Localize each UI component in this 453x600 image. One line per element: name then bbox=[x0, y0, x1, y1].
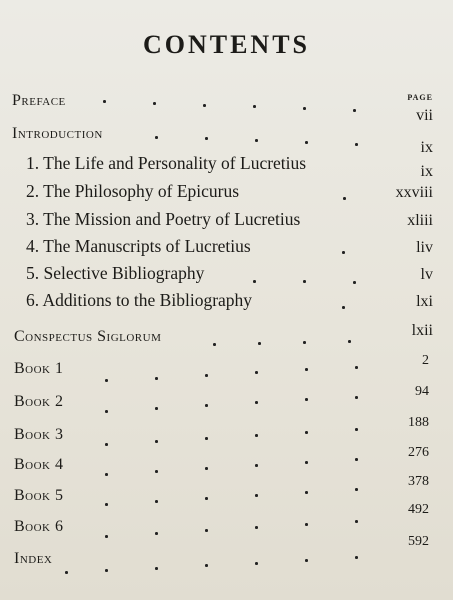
entry-label: Introduction bbox=[12, 125, 103, 142]
page-title: CONTENTS bbox=[142, 30, 311, 59]
entry-page: 378 bbox=[408, 474, 429, 489]
leader-dot bbox=[253, 105, 256, 108]
leader-dot bbox=[305, 431, 308, 434]
leader-dot bbox=[305, 559, 308, 562]
leader-dot bbox=[303, 280, 306, 283]
leader-dot bbox=[355, 556, 358, 559]
leader-dot bbox=[255, 464, 258, 467]
leader-dot bbox=[355, 488, 358, 491]
leader-dot bbox=[155, 377, 158, 380]
entry-label: Preface bbox=[12, 92, 66, 109]
leader-dot bbox=[305, 141, 308, 144]
leader-dot bbox=[253, 280, 256, 283]
leader-dot bbox=[255, 526, 258, 529]
leader-dot bbox=[353, 281, 356, 284]
toc-entry-book-4 bbox=[0, 445, 453, 480]
leader-dot bbox=[105, 443, 108, 446]
leader-dot bbox=[255, 139, 258, 142]
leader-dot bbox=[355, 520, 358, 523]
leader-dot bbox=[305, 368, 308, 371]
leader-dot bbox=[65, 571, 68, 574]
toc-entry-additions bbox=[0, 290, 453, 314]
toc-entry-book-1 bbox=[0, 353, 453, 384]
leader-dot bbox=[155, 500, 158, 503]
entry-label: Book 4 bbox=[14, 456, 64, 473]
leader-dot bbox=[205, 564, 208, 567]
entry-label: 5. Selective Bibliography bbox=[26, 263, 205, 283]
toc-entry-index bbox=[0, 534, 453, 574]
leader-dot bbox=[105, 569, 108, 572]
leader-dot bbox=[105, 473, 108, 476]
leader-dot bbox=[303, 107, 306, 110]
leader-dot bbox=[105, 535, 108, 538]
leader-dot bbox=[305, 523, 308, 526]
leader-dot bbox=[355, 396, 358, 399]
leader-dot bbox=[205, 497, 208, 500]
leader-dot bbox=[355, 143, 358, 146]
leader-dot bbox=[305, 491, 308, 494]
leader-dot bbox=[205, 374, 208, 377]
entry-label: Conspectus Siglorum bbox=[14, 328, 162, 345]
toc-entry-philosophy bbox=[0, 181, 453, 205]
leader-dot bbox=[155, 440, 158, 443]
toc-entry-bibliography bbox=[0, 263, 453, 287]
leader-dot bbox=[155, 470, 158, 473]
leader-dot bbox=[213, 343, 216, 346]
toc-entry-life bbox=[0, 153, 453, 180]
entry-page: 188 bbox=[408, 415, 429, 430]
entry-label: 4. The Manuscripts of Lucretius bbox=[26, 236, 251, 256]
toc-entry-mission bbox=[0, 209, 453, 233]
leader-dot bbox=[348, 340, 351, 343]
entry-page: xliii bbox=[407, 212, 433, 229]
leader-dot bbox=[105, 410, 108, 413]
leader-dot bbox=[255, 562, 258, 565]
leader-dot bbox=[203, 104, 206, 107]
entry-page: lxii bbox=[411, 322, 433, 339]
leader-dot bbox=[205, 529, 208, 532]
leader-dot bbox=[103, 100, 106, 103]
entry-label: Index bbox=[14, 550, 53, 567]
leader-dot bbox=[353, 109, 356, 112]
leader-dot bbox=[205, 137, 208, 140]
entry-label: Book 6 bbox=[14, 518, 64, 535]
leader-dot bbox=[155, 407, 158, 410]
leader-dot bbox=[155, 532, 158, 535]
toc-entry-book-6 bbox=[0, 502, 453, 542]
leader-dot bbox=[255, 371, 258, 374]
leader-dot bbox=[205, 437, 208, 440]
leader-dot bbox=[105, 503, 108, 506]
entry-page: 592 bbox=[408, 534, 429, 549]
leader-dot bbox=[355, 458, 358, 461]
leader-dot bbox=[155, 567, 158, 570]
leader-dot bbox=[205, 467, 208, 470]
entry-label: Book 3 bbox=[14, 426, 64, 443]
entry-page: 2 bbox=[422, 353, 429, 368]
leader-dot bbox=[355, 428, 358, 431]
toc-entry-book-2 bbox=[0, 384, 453, 417]
leader-dot bbox=[205, 404, 208, 407]
leader-dot bbox=[255, 401, 258, 404]
entry-label: 1. The Life and Personality of Lucretius bbox=[26, 153, 307, 173]
toc-entry-book-5 bbox=[0, 474, 453, 511]
entry-page: vii bbox=[416, 107, 433, 124]
leader-dot bbox=[258, 342, 261, 345]
leader-dot bbox=[255, 494, 258, 497]
leader-dot bbox=[343, 197, 346, 200]
entry-label: 6. Additions to the Bibliography bbox=[26, 290, 253, 310]
leader-dot bbox=[342, 306, 345, 309]
entry-page: liv bbox=[416, 239, 433, 256]
leader-dot bbox=[255, 434, 258, 437]
entry-page: lxi bbox=[416, 293, 433, 310]
leader-dot bbox=[305, 461, 308, 464]
leader-dot bbox=[342, 251, 345, 254]
toc-entry-conspectus bbox=[0, 322, 453, 352]
entry-page: lv bbox=[420, 266, 433, 283]
leader-dot bbox=[155, 136, 158, 139]
entry-page: xxviii bbox=[395, 184, 433, 201]
toc-entry-book-3 bbox=[0, 415, 453, 450]
entry-page: ix bbox=[420, 163, 433, 180]
entry-label: Book 5 bbox=[14, 487, 64, 504]
entry-page: 94 bbox=[415, 384, 429, 399]
entry-page: ix bbox=[420, 139, 433, 156]
leader-dot bbox=[105, 379, 108, 382]
entry-page: 276 bbox=[408, 445, 429, 460]
leader-dot bbox=[305, 398, 308, 401]
leader-dot bbox=[303, 341, 306, 344]
leader-dot bbox=[355, 366, 358, 369]
toc-entry-manuscripts bbox=[0, 236, 453, 260]
entry-page: 492 bbox=[408, 502, 429, 517]
entry-label: Book 1 bbox=[14, 360, 64, 377]
entry-label: 3. The Mission and Poetry of Lucretius bbox=[26, 209, 301, 229]
entry-label: 2. The Philosophy of Epicurus bbox=[26, 181, 240, 201]
entry-label: Book 2 bbox=[14, 393, 64, 410]
toc-entry-introduction bbox=[0, 125, 453, 156]
page-column-header: PAGE bbox=[407, 93, 433, 102]
leader-dot bbox=[153, 102, 156, 105]
toc-entry-preface bbox=[0, 92, 453, 124]
